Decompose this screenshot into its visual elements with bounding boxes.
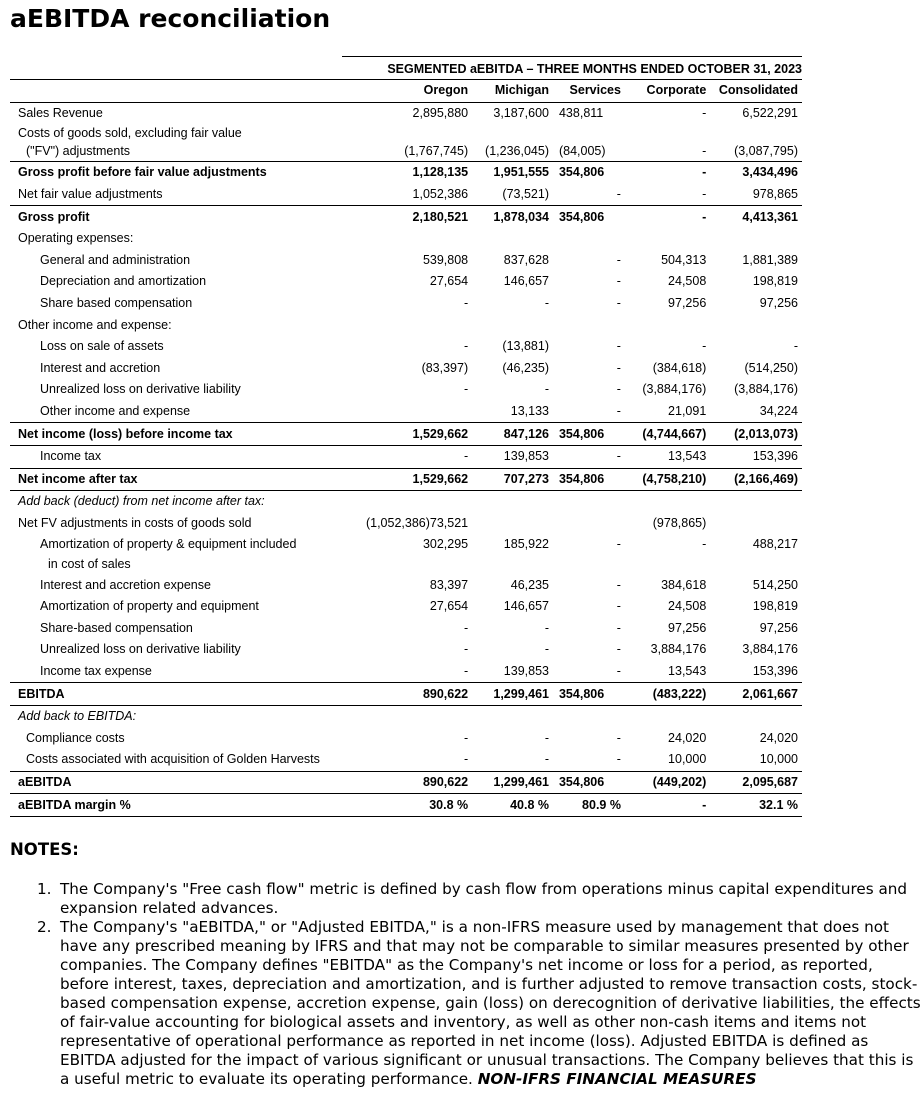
cell-services: 354,806: [549, 771, 623, 794]
row-label-text: Unrealized loss on derivative liability: [40, 642, 241, 657]
cell-services: -: [616, 537, 621, 552]
table-row: [10, 468, 802, 491]
table-row: [10, 683, 802, 706]
notes-list: [37, 880, 922, 1089]
cell-services: [549, 228, 623, 250]
cell-consolidated: 198,819: [752, 599, 798, 614]
table-row: [10, 228, 802, 250]
cell-oregon: (83,397): [421, 360, 469, 375]
cell-michigan: 139,853: [470, 445, 549, 468]
cell-michigan: (13,881): [502, 339, 549, 354]
cell-corporate: -: [623, 794, 706, 817]
cell-consolidated: 34,224: [706, 401, 802, 423]
row-label: [10, 206, 365, 228]
cell-consolidated: 514,250: [752, 577, 798, 592]
row-label: [10, 271, 365, 293]
cell-oregon: 539,808: [422, 252, 469, 267]
cell-oregon: -: [463, 620, 469, 635]
row-label-text: Amortization of property & equipment included: [40, 537, 297, 552]
cell-corporate: 21,091: [623, 401, 706, 423]
cell-corporate: -: [702, 165, 707, 180]
row-label: [10, 401, 365, 423]
cell-services: [549, 513, 623, 535]
row-label: [10, 639, 365, 661]
cell-oregon: 27,654: [429, 274, 469, 289]
cell-services: 438,811: [558, 105, 604, 120]
cell-consolidated: 24,020: [759, 730, 798, 745]
cell-services: -: [549, 401, 623, 423]
row-label-text: Sales Revenue: [18, 105, 103, 120]
cell-corporate: -: [702, 209, 707, 224]
table-row: [10, 794, 802, 817]
cell-michigan: 1,951,555: [493, 165, 549, 180]
cell-consolidated: [706, 705, 802, 727]
table-row: [10, 661, 802, 683]
cell-michigan: (46,235): [502, 360, 549, 375]
financial-table: [10, 80, 802, 817]
row-label-text: EBITDA: [18, 686, 65, 701]
page-title: aEBITDA reconciliation: [10, 4, 331, 33]
cell-corporate: 13,543: [623, 445, 706, 468]
cell-oregon: -: [463, 730, 469, 745]
cell-corporate: -: [702, 339, 707, 354]
cell-michigan: [470, 314, 549, 336]
row-label-text: Other income and expense:: [18, 317, 172, 332]
row-label: [10, 124, 365, 162]
cell-oregon: -: [463, 642, 469, 657]
cell-michigan: 46,235: [510, 577, 549, 592]
row-label-text: Costs associated with acquisition of Golden Harvests: [26, 752, 320, 767]
row-label: [10, 184, 365, 206]
cell-services: [549, 314, 623, 336]
table-row: [10, 727, 802, 749]
cell-consolidated: -: [793, 339, 798, 354]
cell-oregon: 1,052,386: [365, 184, 471, 206]
row-label: [10, 705, 365, 727]
cell-corporate: -: [623, 184, 706, 206]
row-label: [10, 683, 365, 706]
cell-consolidated: 32.1 %: [706, 794, 802, 817]
row-label: [10, 293, 365, 315]
cell-corporate: (4,758,210): [623, 468, 706, 491]
note-text: The Company's "Free cash flow" metric is defined by cash flow from operations minus capital expenditures and expansion related advances.: [60, 880, 908, 917]
cell-michigan: (1,236,045): [470, 124, 549, 162]
cell-corporate: [623, 705, 706, 727]
table-row: [10, 534, 802, 574]
header-label-blank: [10, 80, 365, 102]
cell-consolidated: 4,413,361: [742, 209, 798, 224]
row-label-text: Costs of goods sold, excluding fair value: [18, 126, 242, 141]
cell-oregon: 890,622: [365, 683, 471, 706]
cell-corporate: 24,508: [668, 274, 707, 289]
cell-corporate: (978,865): [652, 515, 707, 530]
row-label-text: Gross profit: [18, 209, 90, 224]
row-label: [10, 491, 365, 513]
row-label: [10, 379, 365, 401]
notes-title: NOTES:: [10, 840, 79, 859]
note-item-1: [37, 880, 922, 918]
row-label: [10, 617, 365, 639]
cell-consolidated: (514,250): [744, 360, 798, 375]
row-label-text: General and administration: [40, 252, 191, 267]
row-label-text: Net income after tax: [18, 471, 138, 486]
cell-consolidated: [706, 513, 802, 535]
cell-services: 354,806: [558, 165, 605, 180]
row-label: [10, 250, 365, 272]
table-row: [10, 314, 802, 336]
row-label: [10, 749, 365, 771]
row-label-text: Income tax: [40, 449, 102, 464]
cell-corporate: [623, 314, 706, 336]
row-label-text: Share based compensation: [40, 296, 193, 311]
cell-oregon: 890,622: [365, 771, 471, 794]
note-text: The Company's "aEBITDA," or "Adjusted EBITDA," is a non-IFRS measure used by management that does not have any prescribed meaning by IFRS and that may not be comparable to similar measures presented by other companies. The Company defines "EBITDA" as the Company's net income or loss for a period, as reported, before interest, taxes, depreciation and amortization, and is further adjusted to remove transaction costs, stock-based compensation expense, accretion expense, gain (loss) on derecognition of derivative liabilities, the effects of fair-value accounting for biological assets and inventory, as well as other non-cash items and items not representative of operational performance as reported in net income (loss). Adjusted EBITDA is defined as EBITDA adjusted for the impact of various significant or unusual transactions. The Company believes that this is a useful metric to evaluate its operating performance.: [60, 918, 921, 1088]
cell-consolidated: 3,884,176: [742, 642, 798, 657]
table-row: [10, 358, 802, 380]
row-label: [10, 727, 365, 749]
cell-consolidated: 97,256: [759, 296, 798, 311]
row-label: [10, 445, 365, 468]
cell-oregon: (1,767,745): [365, 124, 471, 162]
cell-corporate: (384,618): [652, 360, 707, 375]
cell-oregon: -: [463, 339, 469, 354]
row-label: [10, 661, 365, 683]
cell-michigan: [470, 705, 549, 727]
row-label-text: Net FV adjustments in costs of goods sold: [18, 515, 252, 530]
column-header-michigan: Michigan: [470, 80, 549, 102]
cell-michigan: 139,853: [470, 661, 549, 683]
cell-corporate: -: [623, 124, 706, 162]
cell-corporate: (4,744,667): [623, 423, 706, 446]
cell-services: -: [616, 296, 621, 311]
table-row: [10, 491, 802, 513]
cell-oregon: -: [365, 661, 471, 683]
cell-oregon: 302,295: [422, 537, 469, 552]
cell-corporate: [623, 491, 706, 513]
cell-consolidated: (2,013,073): [706, 423, 802, 446]
cell-consolidated: 6,522,291: [742, 105, 798, 120]
cell-services: 80.9 %: [549, 794, 623, 817]
row-label-text: Loss on sale of assets: [40, 339, 164, 354]
row-label: [10, 314, 365, 336]
cell-consolidated: (2,166,469): [706, 468, 802, 491]
period-header: SEGMENTED aEBITDA – THREE MONTHS ENDED OCTOBER 31, 2023: [387, 62, 802, 76]
cell-michigan: -: [544, 642, 549, 657]
row-label-text: Net income (loss) before income tax: [18, 426, 233, 441]
row-label: [10, 358, 365, 380]
cell-corporate: (483,222): [623, 683, 706, 706]
cell-consolidated: [706, 491, 802, 513]
cell-consolidated: 2,095,687: [706, 771, 802, 794]
row-label-text: Other income and expense: [40, 404, 191, 419]
cell-consolidated: 198,819: [752, 274, 798, 289]
row-label: [10, 574, 365, 596]
cell-corporate: 384,618: [661, 577, 707, 592]
row-label-text: aEBITDA: [18, 774, 72, 789]
row-label: [10, 534, 365, 574]
cell-consolidated: 153,396: [706, 661, 802, 683]
column-header-row: [10, 80, 802, 102]
cell-michigan: 146,657: [503, 274, 549, 289]
cell-michigan: 847,126: [470, 423, 549, 446]
cell-consolidated: (3,884,176): [734, 382, 798, 397]
cell-consolidated: 1,881,389: [742, 252, 798, 267]
row-label: [10, 162, 365, 184]
note-number: 1.: [37, 880, 52, 898]
cell-consolidated: 97,256: [759, 620, 798, 635]
cell-oregon: [365, 401, 471, 423]
cell-services: -: [549, 661, 623, 683]
cell-services: 354,806: [549, 423, 623, 446]
row-label: [10, 794, 365, 817]
cell-corporate: [623, 228, 706, 250]
cell-oregon: [365, 228, 471, 250]
cell-oregon: [365, 314, 471, 336]
cell-services: -: [616, 360, 621, 375]
cell-services: 354,806: [549, 468, 623, 491]
table-row: [10, 250, 802, 272]
cell-services: -: [616, 339, 621, 354]
cell-oregon: (1,052,386)73,521: [365, 515, 469, 530]
table-row: [10, 705, 802, 727]
row-label-text: Share-based compensation: [40, 620, 193, 635]
table-row: [10, 639, 802, 661]
cell-michigan: -: [544, 730, 549, 745]
table-row: [10, 401, 802, 423]
cell-michigan: -: [470, 749, 549, 771]
cell-consolidated: 488,217: [752, 537, 798, 552]
cell-oregon: 2,895,880: [412, 105, 469, 120]
table-row: [10, 379, 802, 401]
table-row: [10, 596, 802, 618]
cell-michigan: 1,299,461: [470, 683, 549, 706]
cell-michigan: (73,521): [470, 184, 549, 206]
cell-services: (84,005): [549, 124, 623, 162]
row-label: [10, 228, 365, 250]
cell-services: -: [616, 274, 621, 289]
cell-michigan: -: [544, 382, 549, 397]
row-label: [10, 423, 365, 446]
cell-oregon: -: [463, 296, 469, 311]
row-label-text: Compliance costs: [26, 730, 125, 745]
cell-oregon: 27,654: [429, 599, 469, 614]
table-row: [10, 771, 802, 794]
cell-services: -: [549, 749, 623, 771]
cell-michigan: 837,628: [503, 252, 549, 267]
note-emphasis: NON-IFRS FINANCIAL MEASURES: [477, 1070, 757, 1088]
cell-corporate: 97,256: [668, 296, 707, 311]
cell-oregon: 30.8 %: [365, 794, 471, 817]
row-label-continuation: in cost of sales: [48, 557, 131, 572]
cell-consolidated: 10,000: [706, 749, 802, 771]
cell-oregon: 1,128,135: [412, 165, 469, 180]
row-label: [10, 336, 365, 358]
cell-consolidated: 2,061,667: [706, 683, 802, 706]
cell-michigan: 3,187,600: [493, 105, 549, 120]
table-row: [10, 206, 802, 228]
table-row: [10, 184, 802, 206]
table-row: [10, 617, 802, 639]
cell-services: -: [616, 620, 621, 635]
cell-consolidated: [706, 314, 802, 336]
table-row: [10, 423, 802, 446]
row-label-text: Income tax expense: [40, 663, 152, 678]
cell-services: -: [616, 382, 621, 397]
cell-consolidated: 153,396: [706, 445, 802, 468]
cell-michigan: -: [544, 296, 549, 311]
row-label-text: aEBITDA margin %: [18, 797, 131, 812]
cell-services: -: [549, 184, 623, 206]
cell-services: 354,806: [558, 209, 605, 224]
cell-michigan: -: [544, 620, 549, 635]
cell-services: -: [616, 252, 621, 267]
cell-consolidated: [706, 228, 802, 250]
cell-michigan: 13,133: [470, 401, 549, 423]
cell-corporate: -: [702, 537, 707, 552]
cell-michigan: 40.8 %: [470, 794, 549, 817]
cell-consolidated: (3,087,795): [706, 124, 802, 162]
cell-oregon: 83,397: [429, 577, 469, 592]
row-label: [10, 468, 365, 491]
row-label-text: Unrealized loss on derivative liability: [40, 382, 241, 397]
row-label-continuation: ("FV") adjustments: [26, 144, 131, 159]
table-row: [10, 162, 802, 184]
cell-michigan: [470, 513, 549, 535]
table-row: [10, 271, 802, 293]
table-row: [10, 336, 802, 358]
cell-services: -: [616, 730, 621, 745]
table-row: [10, 749, 802, 771]
table-row: [10, 124, 802, 162]
cell-services: 354,806: [549, 683, 623, 706]
cell-services: -: [616, 577, 621, 592]
cell-michigan: 185,922: [503, 537, 549, 552]
cell-oregon: -: [365, 445, 471, 468]
table-row: [10, 102, 802, 124]
cell-corporate: 13,543: [623, 661, 706, 683]
cell-michigan: 707,273: [470, 468, 549, 491]
cell-oregon: 1,529,662: [365, 468, 471, 491]
row-label-text: Gross profit before fair value adjustments: [18, 165, 267, 180]
row-label-text: Add back (deduct) from net income after tax:: [18, 494, 265, 509]
cell-corporate: (449,202): [623, 771, 706, 794]
cell-consolidated: 978,865: [706, 184, 802, 206]
cell-oregon: [365, 491, 471, 513]
note-item-2: [37, 918, 922, 1089]
period-header-top-rule: [342, 56, 802, 57]
cell-michigan: [470, 491, 549, 513]
row-label-text: Depreciation and amortization: [40, 274, 207, 289]
table-row: [10, 445, 802, 468]
cell-corporate: 504,313: [661, 252, 707, 267]
column-header-consolidated: Consolidated: [706, 80, 802, 102]
cell-michigan: 1,299,461: [470, 771, 549, 794]
cell-oregon: 1,529,662: [365, 423, 471, 446]
cell-services: -: [616, 599, 621, 614]
cell-oregon: -: [463, 382, 469, 397]
row-label-text: Interest and accretion expense: [40, 577, 211, 592]
cell-services: [549, 705, 623, 727]
cell-oregon: -: [365, 749, 471, 771]
cell-services: -: [616, 642, 621, 657]
row-label: [10, 102, 365, 124]
cell-oregon: [365, 705, 471, 727]
cell-oregon: 2,180,521: [412, 209, 469, 224]
cell-michigan: [470, 228, 549, 250]
row-label-text: Amortization of property and equipment: [40, 599, 259, 614]
cell-corporate: 3,884,176: [650, 642, 707, 657]
cell-michigan: 146,657: [503, 599, 549, 614]
row-label-text: Operating expenses:: [18, 231, 134, 246]
cell-services: [549, 491, 623, 513]
table-row: [10, 293, 802, 315]
cell-corporate: 24,020: [668, 730, 707, 745]
row-label-text: Net fair value adjustments: [18, 187, 163, 202]
cell-corporate: (3,884,176): [642, 382, 707, 397]
cell-services: -: [549, 445, 623, 468]
column-header-services: Services: [549, 80, 623, 102]
cell-michigan: 1,878,034: [493, 209, 549, 224]
table-row: [10, 574, 802, 596]
row-label: [10, 596, 365, 618]
table-row: [10, 513, 802, 535]
row-label: [10, 513, 365, 535]
cell-corporate: 97,256: [668, 620, 707, 635]
cell-corporate: 24,508: [668, 599, 707, 614]
cell-consolidated: 3,434,496: [742, 165, 798, 180]
cell-corporate: -: [702, 105, 707, 120]
note-number: 2.: [37, 918, 52, 936]
cell-corporate: 10,000: [623, 749, 706, 771]
column-header-oregon: Oregon: [365, 80, 471, 102]
row-label-text: Add back to EBITDA:: [18, 709, 137, 724]
row-label: [10, 771, 365, 794]
column-header-corporate: Corporate: [623, 80, 706, 102]
row-label-text: Interest and accretion: [40, 360, 161, 375]
